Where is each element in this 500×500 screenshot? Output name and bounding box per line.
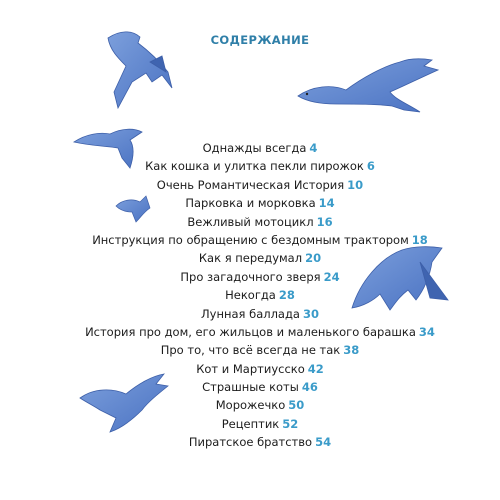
entry-page-number: 46 (301, 380, 318, 395)
contents-entry (0, 157, 500, 175)
contents-entry (0, 341, 500, 359)
entry-page-number: 14 (318, 196, 335, 211)
entry-page-number: 42 (307, 361, 324, 376)
entry-title: Вежливый мотоцикл (187, 214, 314, 229)
entry-title: Про то, что всё всегда не так (160, 343, 341, 358)
entry-page-number: 6 (366, 159, 375, 174)
entry-page-number: 38 (343, 343, 360, 358)
entry-title: Пиратское братство (188, 435, 313, 450)
contents-entry (0, 194, 500, 212)
entry-title: Морожечко (215, 398, 286, 413)
contents-entry (0, 396, 500, 414)
entry-page-number: 30 (302, 306, 319, 321)
contents-entry (0, 139, 500, 157)
entry-title: Инструкция по обращению с бездомным трактором (92, 232, 409, 247)
entry-page-number: 16 (316, 214, 333, 229)
contents-entry (0, 249, 500, 267)
entry-title: Однажды всегда (202, 141, 307, 155)
contents-entry (0, 415, 500, 433)
contents-list (0, 139, 500, 452)
contents-entry (0, 305, 500, 323)
contents-entry (0, 323, 500, 341)
contents-entry (0, 360, 500, 378)
entry-page-number: 28 (278, 288, 295, 303)
entry-page-number: 4 (309, 141, 318, 155)
entry-title: Парковка и морковка (185, 196, 316, 211)
contents-entry (0, 433, 500, 451)
entry-page-number: 18 (411, 232, 428, 247)
entry-title: Страшные коты (202, 380, 299, 395)
contents-entry (0, 286, 500, 304)
contents-heading: СОДЕРЖАНИЕ (210, 33, 310, 47)
entry-page-number: 10 (347, 177, 364, 192)
entry-title: Рецептик (221, 416, 280, 431)
entry-title: Как я передумал (198, 251, 303, 266)
entry-page-number: 34 (418, 324, 435, 339)
entry-title: Некогда (225, 288, 276, 303)
entry-page-number: 52 (282, 416, 299, 431)
contents-entry (0, 268, 500, 286)
entry-title: Про загадочного зверя (180, 269, 321, 284)
entry-title: Лунная баллада (200, 306, 300, 321)
entry-title: Как кошка и улитка пекли пирожок (145, 159, 364, 174)
entry-page-number: 50 (288, 398, 305, 413)
contents-entry (0, 176, 500, 194)
entry-page-number: 54 (315, 435, 332, 450)
entry-page-number: 20 (305, 251, 322, 266)
entry-title: Очень Романтическая История (156, 177, 345, 192)
entry-title: История про дом, его жильцов и маленького барашка (85, 324, 416, 339)
contents-entry (0, 378, 500, 396)
swallow-icon (298, 59, 438, 112)
contents-entry (0, 213, 500, 231)
entry-title: Кот и Мартиусско (196, 361, 305, 376)
entry-page-number: 24 (323, 269, 340, 284)
contents-entry (0, 231, 500, 249)
